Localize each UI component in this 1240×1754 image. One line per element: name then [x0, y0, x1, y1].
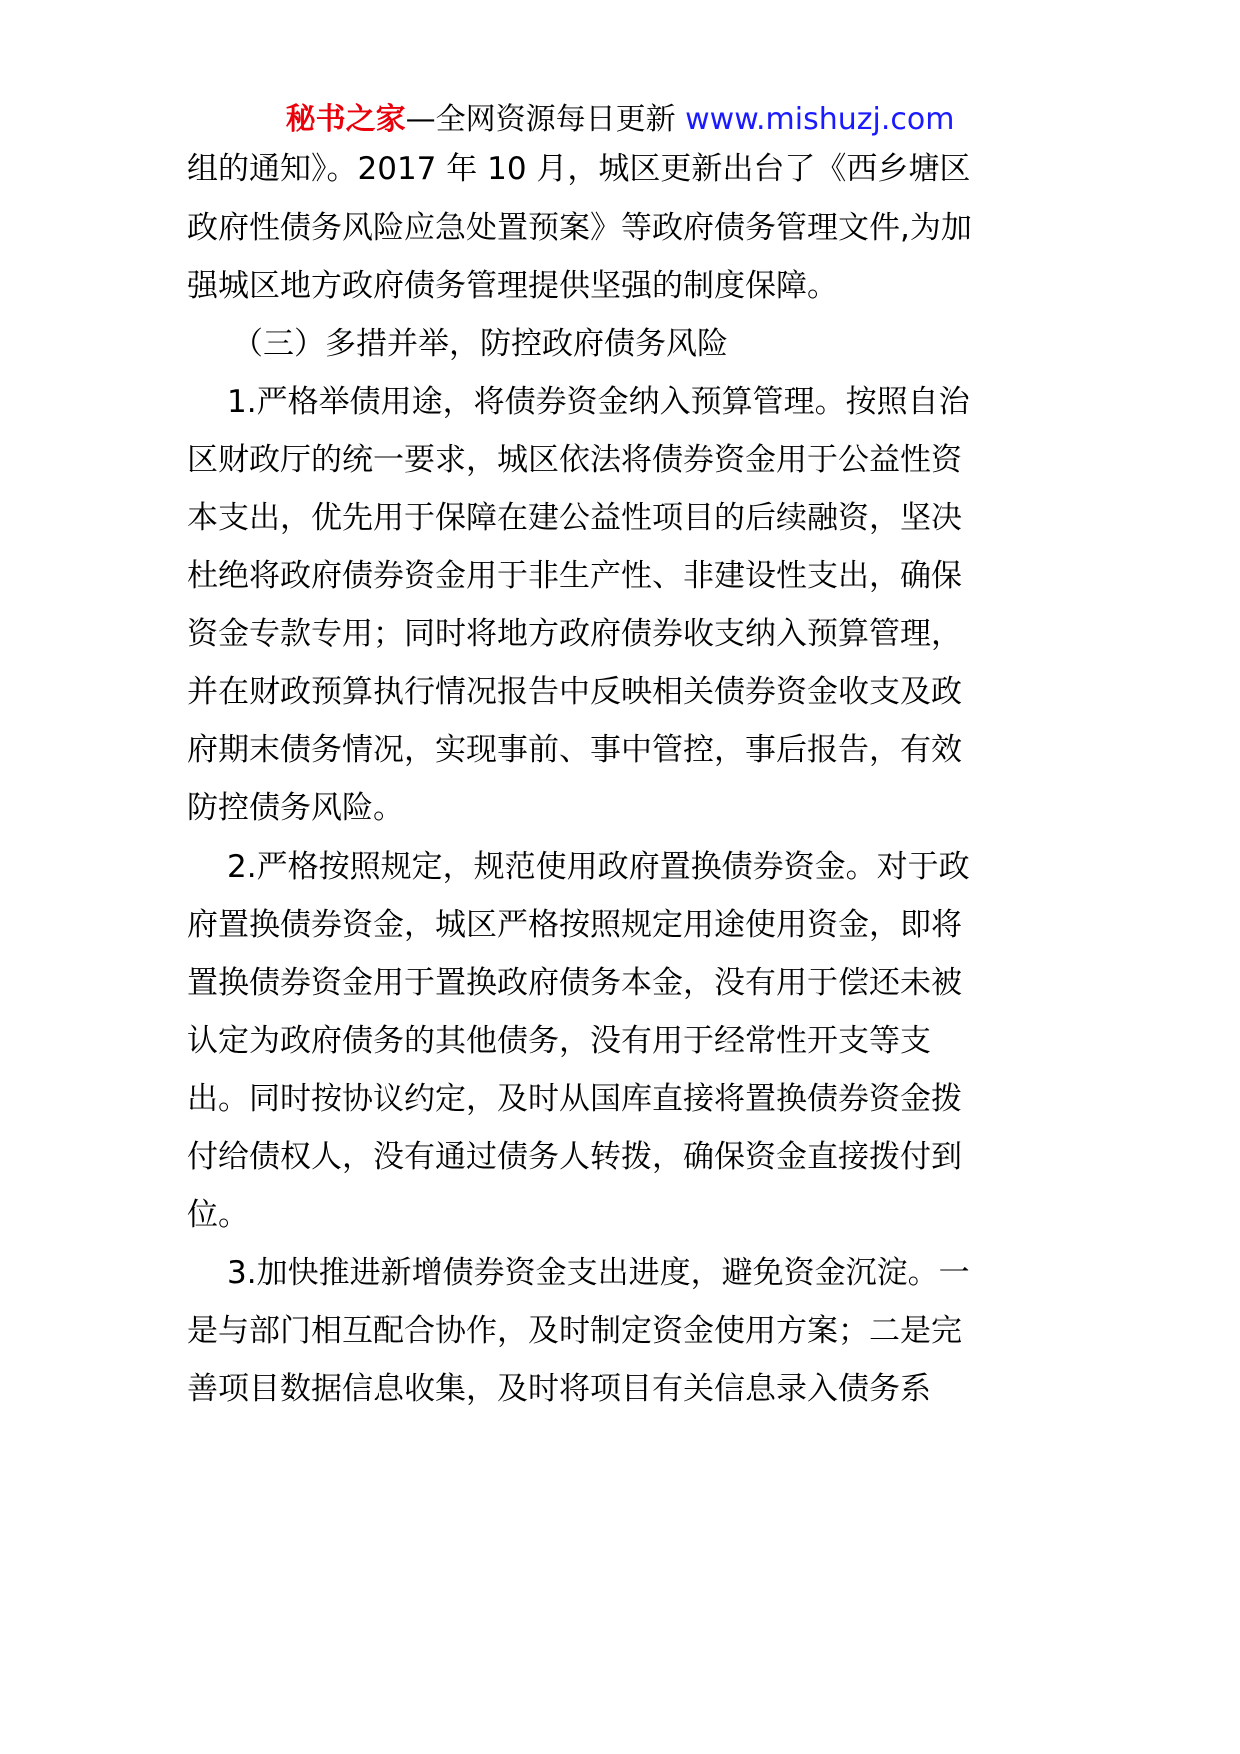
text-line: 付给债权人，没有通过债务人转拨，确保资金直接拨付到 — [187, 1139, 962, 1175]
text-line: 府期末债务情况，实现事前、事中管控，事后报告，有效 — [187, 732, 962, 768]
text-line: 资金专款专用；同时将地方政府债券收支纳入预算管理， — [187, 616, 962, 652]
text-line: 杜绝将政府债券资金用于非生产性、非建设性支出，确保 — [187, 558, 962, 594]
text-line: 2.严格按照规定，规范使用政府置换债券资金。对于政 — [227, 849, 970, 885]
text-line: 本支出，优先用于保障在建公益性项目的后续融资，坚决 — [187, 500, 962, 536]
text-line: 3.加快推进新增债券资金支出进度，避免资金沉淀。一 — [227, 1255, 970, 1291]
text-line: 强城区地方政府债务管理提供坚强的制度保障。 — [187, 268, 838, 304]
text-line: 善项目数据信息收集，及时将项目有关信息录入债务系 — [187, 1371, 931, 1407]
section-heading: （三）多措并举，防控政府债务风险 — [232, 326, 728, 362]
text-line: 区财政厅的统一要求，城区依法将债券资金用于公益性资 — [187, 442, 962, 478]
text-line: 政府性债务风险应急处置预案》等政府债务管理文件,为加 — [187, 210, 972, 246]
text-line: 认定为政府债务的其他债务，没有用于经常性开支等支 — [187, 1023, 931, 1059]
text-line: 组的通知》。2017 年 10 月，城区更新出台了《西乡塘区 — [187, 151, 971, 187]
text-line: 位。 — [187, 1197, 249, 1233]
text-line: 出。同时按协议约定，及时从国库直接将置换债券资金拨 — [187, 1081, 962, 1117]
text-line: 府置换债券资金，城区严格按照规定用途使用资金，即将 — [187, 907, 962, 943]
site-url-link[interactable]: www.mishuzj.com — [685, 102, 955, 137]
brand-name: 秘书之家 — [285, 102, 406, 137]
header-tagline: —全网资源每日更新 — [405, 102, 676, 137]
text-line: 是与部门相互配合协作，及时制定资金使用方案；二是完 — [187, 1313, 962, 1349]
site-header — [0, 98, 1240, 142]
text-line: 置换债券资金用于置换政府债务本金，没有用于偿还未被 — [187, 965, 962, 1001]
text-line: 防控债务风险。 — [187, 790, 404, 826]
text-line: 并在财政预算执行情况报告中反映相关债券资金收支及政 — [187, 674, 962, 710]
text-line: 1.严格举债用途，将债券资金纳入预算管理。按照自治 — [227, 384, 970, 420]
